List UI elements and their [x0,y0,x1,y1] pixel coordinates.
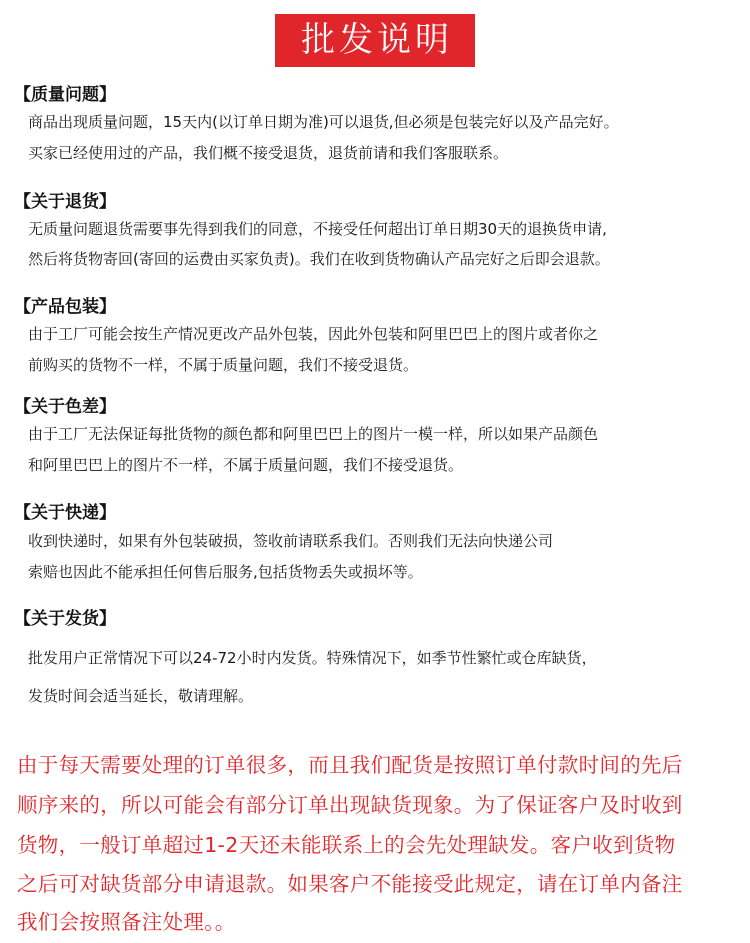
section-heading-quality: 【质量问题】 [14,85,116,105]
section-line: 批发用户正常情况下可以24-72小时内发货。特殊情况下，如季节性繁忙或仓库缺货， [28,649,597,667]
notice-line: 之后可对缺货部分申请退款。如果客户不能接受此规定，请在订单内备注 [17,872,683,896]
section-line: 无质量问题退货需要事先得到我们的同意，不接受任何超出订单日期30天的退换货申请, [28,220,607,238]
section-heading-dispatch: 【关于发货】 [14,609,116,629]
section-line: 前购买的货物不一样，不属于质量问题，我们不接受退货。 [28,356,419,374]
section-line: 由于工厂可能会按生产情况更改产品外包装，因此外包装和阿里巴巴上的图片或者你之 [28,325,599,343]
notice-line: 顺序来的，所以可能会有部分订单出现缺货现象。为了保证客户及时收到 [17,793,683,817]
section-line: 收到快递时，如果有外包装破损，签收前请联系我们。否则我们无法向快递公司 [28,532,554,550]
section-heading-returns: 【关于退货】 [14,192,116,212]
section-line: 由于工厂无法保证每批货物的颜色都和阿里巴巴上的图片一模一样，所以如果产品颜色 [28,425,599,443]
section-line: 发货时间会适当延长，敬请理解。 [28,687,254,705]
page-title: 批发说明 [275,14,475,67]
section-line: 索赔也因此不能承担任何售后服务,包括货物丢失或损坏等。 [28,563,423,581]
section-line: 商品出现质量问题，15天内(以订单日期为准)可以退货,但必须是包装完好以及产品完好。 [28,113,619,131]
section-line: 和阿里巴巴上的图片不一样，不属于质量问题，我们不接受退货。 [28,456,464,474]
section-heading-shipping-courier: 【关于快递】 [14,503,116,523]
notice-line: 由于每天需要处理的订单很多，而且我们配货是按照订单付款时间的先后 [17,753,683,777]
title-banner [0,14,750,67]
section-heading-packaging: 【产品包装】 [14,297,116,317]
notice-line: 我们会按照备注处理。。 [17,910,236,934]
notice-line: 货物，一般订单超过1-2天还未能联系上的会先处理缺发。客户收到货物 [17,833,676,857]
section-line: 然后将货物寄回(寄回的运费由买家负责)。我们在收到货物确认产品完好之后即会退款。 [28,250,610,268]
section-heading-color: 【关于色差】 [14,397,116,417]
section-line: 买家已经使用过的产品，我们概不接受退货，退货前请和我们客服联系。 [28,144,509,162]
